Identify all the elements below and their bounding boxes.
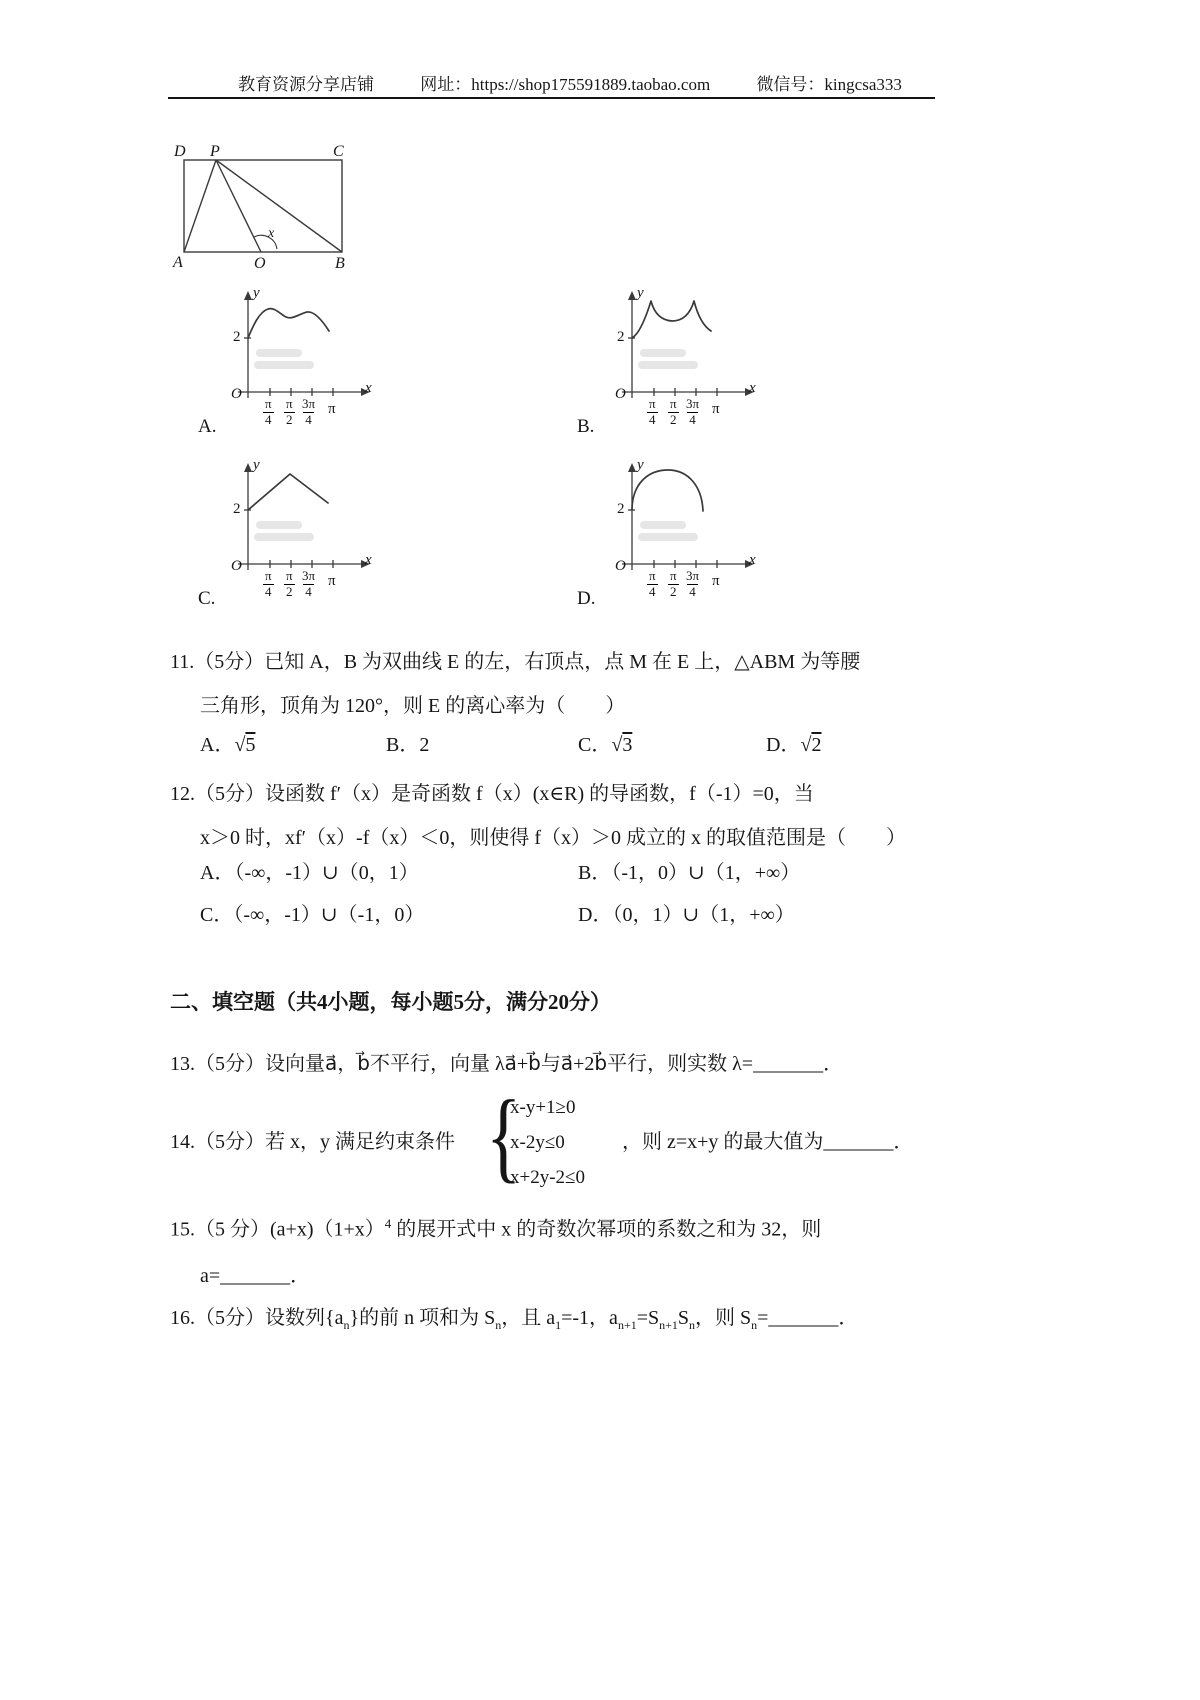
graph-d-canvas (608, 458, 758, 610)
point-label-c: C (333, 143, 344, 160)
watermark (638, 521, 698, 541)
section-2-title: 二、填空题（共4小题，每小题5分，满分20分） (170, 990, 611, 1014)
q12-option-d: D．（0，1）∪（1，+∞） (578, 904, 795, 926)
tick-pi-4: $\frac{\pi}{4}$ (264, 568, 272, 599)
y-axis-label: y (253, 285, 260, 301)
y-tick-2: 2 (617, 329, 625, 345)
q12-line-1: 12.（5分）设函数 f′（x）是奇函数 f（x）(x∈R) 的导函数，f（-1）=0，当 (170, 783, 814, 805)
y-tick-2: 2 (617, 501, 625, 517)
question-15: 15.（5 分）$(a+x)(1+x)^4$ 的展开式中 x 的奇数次幂项的系数之和为 32，则 (170, 1216, 822, 1241)
tick-pi-2: $\frac{\pi}{2}$ (669, 568, 677, 599)
q11-line-1: 11.（5分）已知 A，B 为双曲线 E 的左，右顶点，点 M 在 E 上，△ABM 为等腰 (170, 651, 861, 673)
graph-b-canvas (608, 286, 758, 438)
tick-pi-2: $\frac{\pi}{2}$ (669, 396, 677, 427)
point-label-p: P (210, 143, 220, 160)
tick-pi-4: $\frac{\pi}{4}$ (264, 396, 272, 427)
x-axis-label: x (749, 552, 756, 568)
watermark (254, 349, 314, 369)
x-axis-label: x (365, 552, 372, 568)
watermark (254, 521, 314, 541)
q11-option-d: D．√2 (766, 734, 822, 756)
constraint-2: x-2y≤0 (510, 1132, 565, 1153)
wechat-id: 微信号：kingcsa333 (756, 75, 902, 94)
constraint-1: x-y+1≥0 (510, 1097, 576, 1118)
question-12 (170, 772, 906, 860)
point-label-b: B (335, 255, 345, 272)
graph-option-c (224, 458, 374, 610)
system-brace: { (486, 1080, 522, 1193)
q11-option-a: A．√5 (200, 734, 256, 756)
tick-3pi-4: $\frac{3\pi}{4}$ (686, 396, 700, 427)
geometry-figure (170, 142, 355, 277)
curve-c (248, 474, 328, 510)
y-axis-label: y (637, 285, 644, 301)
q12-option-a: A．（-∞，-1）∪（0，1） (200, 862, 419, 884)
x-axis-label: x (365, 380, 372, 396)
question-16: 16.（5分）设数列$\{a_n\}$的前 n 项和为 $S_n$，且 $a_1=-1$，$a_{n+1}=S_{n+1}S_n$，则 $S_n=\_\_\_\_\_\_\_$． (170, 1307, 859, 1332)
q11-option-b: B．2 (386, 734, 430, 756)
graph-label-a: A. (198, 416, 217, 437)
point-label-d: D (174, 143, 186, 160)
graph-option-d (608, 458, 758, 610)
graph-option-b (608, 286, 758, 438)
y-tick-2: 2 (233, 329, 241, 345)
graph-a-canvas (224, 286, 374, 438)
tick-pi-4: $\frac{\pi}{4}$ (648, 568, 656, 599)
tick-pi: π (328, 401, 336, 417)
site-url: 网址：https://shop175591889.taobao.com (420, 75, 711, 94)
graph-label-c: C. (198, 588, 216, 609)
question-11 (170, 640, 860, 728)
curve-d (632, 470, 703, 511)
graph-label-d: D. (577, 588, 596, 609)
y-axis-label: y (637, 457, 644, 473)
q15-answer-line: a=_______． (200, 1265, 311, 1287)
q12-option-b: B．（-1，0）∪（1，+∞） (578, 862, 801, 884)
graph-c-canvas (224, 458, 374, 610)
tick-pi-4: $\frac{\pi}{4}$ (648, 396, 656, 427)
question-13: 13.（5分）设向量a⃗，b⃗不平行，向量 λa⃗+b⃗与a⃗+2b⃗平行，则实数 λ=_______． (170, 1053, 844, 1075)
graph-label-b: B. (577, 416, 595, 437)
tick-3pi-4: $\frac{3\pi}{4}$ (686, 568, 700, 599)
tick-3pi-4: $\frac{3\pi}{4}$ (302, 396, 316, 427)
watermark (638, 349, 698, 369)
tick-pi: π (712, 573, 720, 589)
q12-option-c: C．（-∞，-1）∪（-1，0） (200, 904, 425, 926)
tick-pi-2: $\frac{\pi}{2}$ (285, 568, 293, 599)
x-axis-label: x (749, 380, 756, 396)
graph-option-a (224, 286, 374, 438)
tick-pi: π (712, 401, 720, 417)
point-label-o: O (254, 255, 266, 272)
origin-label: O (231, 386, 242, 402)
q11-option-c: C．√3 (578, 734, 633, 756)
origin-label: O (231, 558, 242, 574)
curve-b (632, 301, 711, 338)
point-label-a: A (173, 254, 183, 271)
curve-a (248, 309, 329, 338)
shop-name: 教育资源分享店铺 (238, 75, 374, 94)
tick-pi-2: $\frac{\pi}{2}$ (285, 396, 293, 427)
y-tick-2: 2 (233, 501, 241, 517)
tick-pi: π (328, 573, 336, 589)
header-rule (168, 97, 935, 99)
angle-label-x: x (268, 226, 275, 241)
tick-3pi-4: $\frac{3\pi}{4}$ (302, 568, 316, 599)
q14-suffix: ，则 z=x+y 的最大值为_______． (622, 1131, 914, 1153)
page-header (238, 70, 944, 95)
q14-constraint-system (510, 1090, 585, 1195)
origin-label: O (615, 386, 626, 402)
y-axis-label: y (253, 457, 260, 473)
q14-prefix: 14.（5分）若 x，y 满足约束条件 (170, 1131, 455, 1153)
q12-line-2: x＞0 时，xf′（x）-f（x）＜0，则使得 f（x）＞0 成立的 x 的取值范围是（ ） (200, 827, 907, 849)
exponent-4: 4 (384, 1216, 392, 1231)
origin-label: O (615, 558, 626, 574)
q11-line-2: 三角形，顶角为 120°，则 E 的离心率为（ ） (200, 695, 626, 717)
constraint-3: x+2y-2≤0 (510, 1167, 585, 1188)
